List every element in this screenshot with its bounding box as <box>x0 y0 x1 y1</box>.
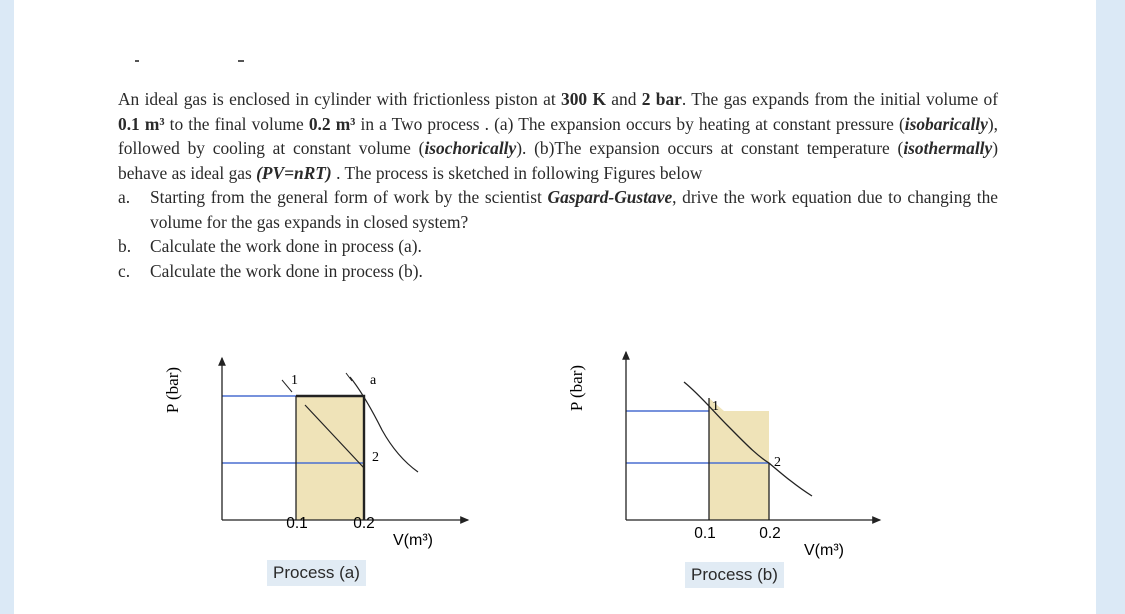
text-run: . The gas expands from the initial volume of <box>681 89 998 109</box>
bold-text: 2 bar <box>641 89 682 109</box>
text-run: An ideal gas is enclosed in cylinder with frictionless piston at <box>118 89 562 109</box>
emphasis-text: isobarically <box>904 113 988 134</box>
tick-label-0-2-a: 0.2 <box>353 515 375 532</box>
text-run: ). (b)The expansion occurs at constant temperature ( <box>516 138 904 158</box>
question-label: b. <box>118 236 132 256</box>
emphasis-text: isothermally <box>903 138 993 158</box>
emphasis-text: Gaspard-Gustave <box>547 187 673 207</box>
leader-line-a <box>346 373 352 381</box>
text-run: ) behave as ideal gas <box>118 138 998 183</box>
point-1-label-a: 1 <box>291 373 298 388</box>
bold-text: 300 K <box>561 89 606 109</box>
text-run: Calculate the work done in process (b). <box>150 260 423 281</box>
x-axis-label-a: V(m³) <box>393 532 433 549</box>
text-run: to the final volume <box>164 113 309 134</box>
tick-label-0-1-a: 0.1 <box>286 515 308 532</box>
y-axis-label-a: P (bar) <box>163 366 182 414</box>
point-a-label: a <box>370 373 377 388</box>
tick-label-0-2-b: 0.2 <box>759 525 781 542</box>
y-axis-label-b: P (bar) <box>567 364 586 412</box>
text-run: Starting from the general form of work by the scientist <box>150 187 548 207</box>
x-axis-label-b: V(m³) <box>804 542 844 559</box>
text-run: Calculate the work done in process (a). <box>150 236 422 256</box>
question-label: c. <box>118 260 131 281</box>
caption-process-a: Process (a) <box>267 560 366 586</box>
work-area-a <box>296 396 364 520</box>
question-label: a. <box>118 187 131 207</box>
bold-text: 0.1 m³ <box>118 113 165 134</box>
text-run: . The process is sketched in following Figures below <box>331 162 703 183</box>
text-run: in a Two process . (a) The expansion occurs by heating at constant pressure ( <box>355 113 905 134</box>
caption-process-b: Process (b) <box>685 562 784 588</box>
tick-label-0-1-b: 0.1 <box>694 525 716 542</box>
emphasis-text: isochorically <box>424 138 517 158</box>
point-2-label-a: 2 <box>372 450 379 465</box>
text-run: , drive the work equation due to changing the volume for the gas expands in closed system? <box>150 187 999 232</box>
emphasis-text: (PV=nRT) <box>256 162 332 183</box>
point-2-label-b: 2 <box>774 455 781 470</box>
bold-text: 0.2 m³ <box>308 113 356 134</box>
text-run: and <box>605 89 642 109</box>
point-1-label-b: 1 <box>712 399 719 414</box>
text-run: ), followed by cooling at constant volume ( <box>118 113 998 158</box>
